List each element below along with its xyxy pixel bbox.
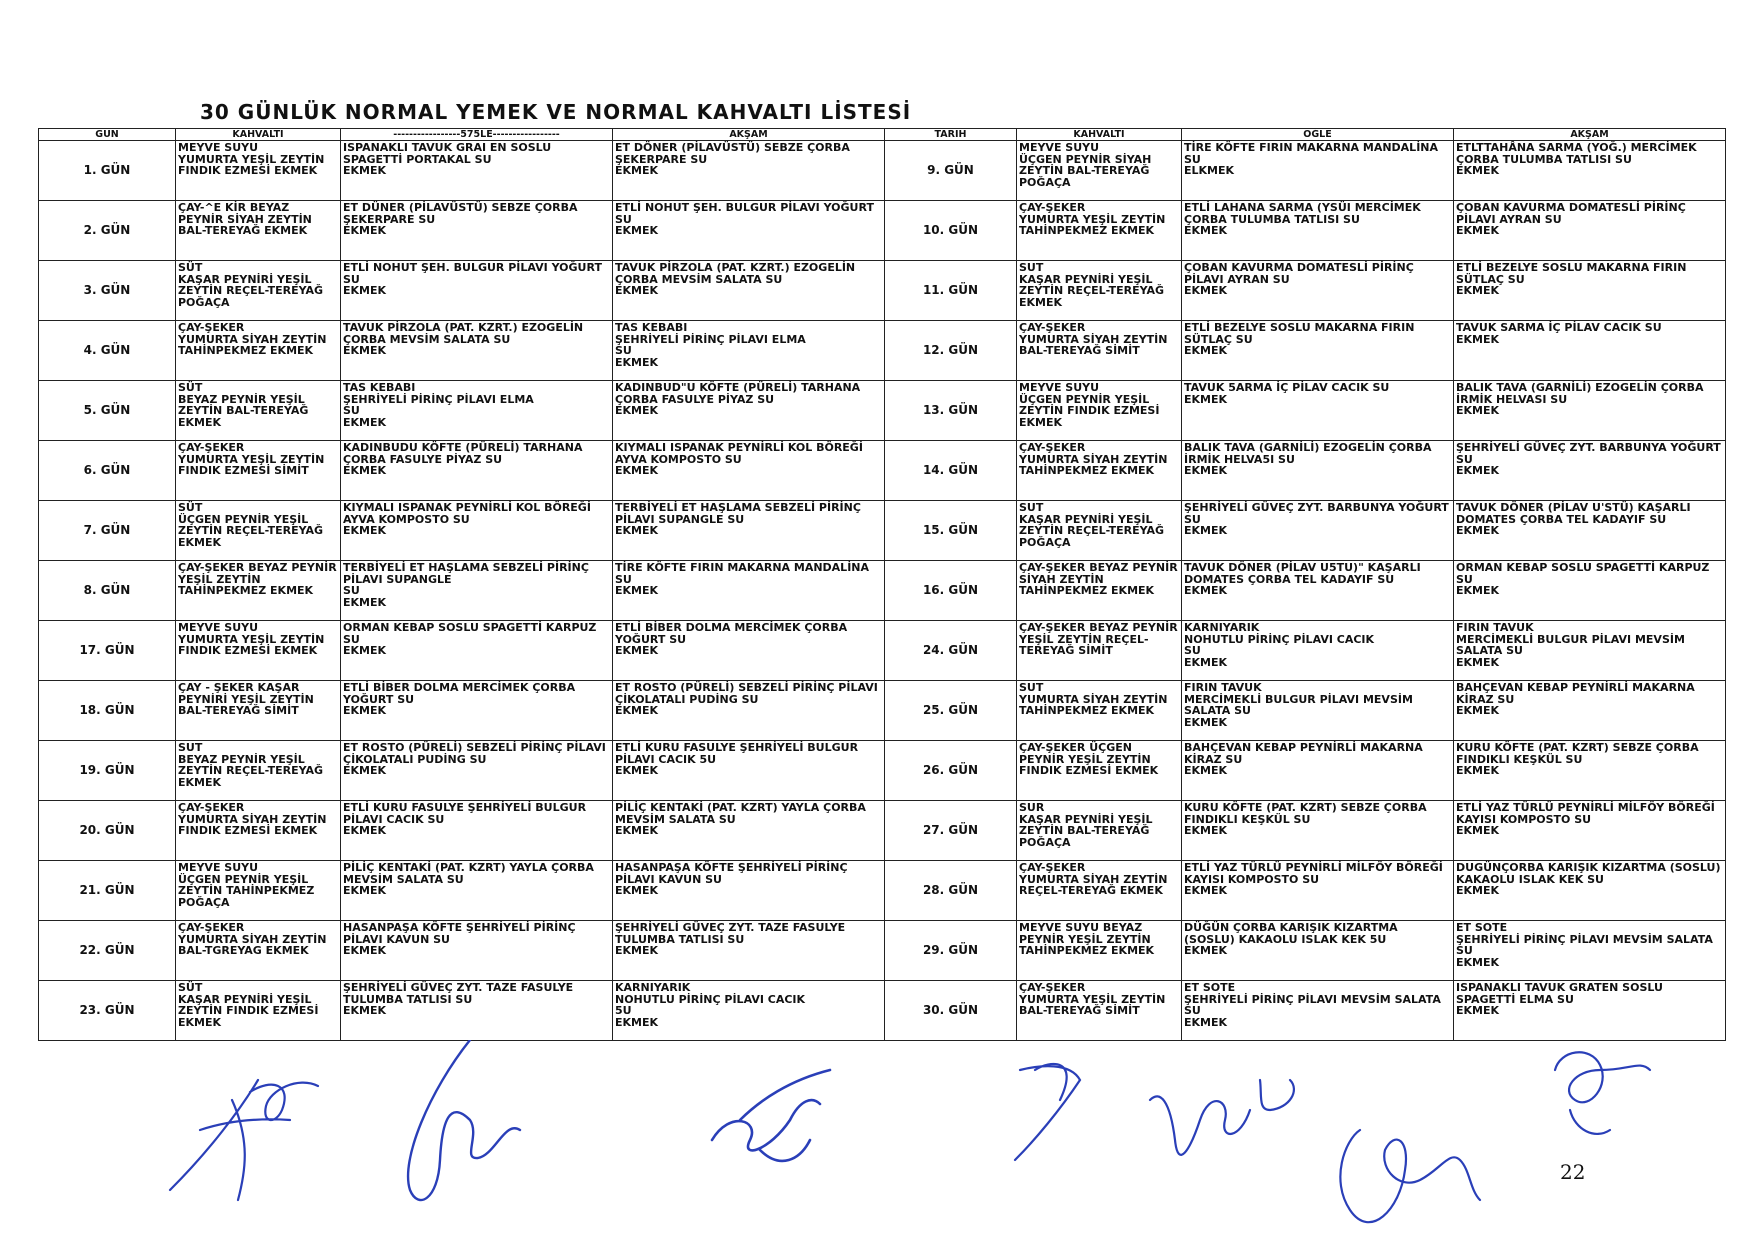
table-row xyxy=(39,381,1726,441)
lunch-cell: HASANPAŞA KÖFTE ŞEHRİYELİ PİRİNÇ PİLAVI KAVUN SU EKMEK xyxy=(341,921,613,981)
header-dinner: AKŞAM xyxy=(613,129,885,141)
breakfast-2-cell: SUR KAŞAR PEYNİRİ YEŞİL ZEYTİN BAL-TEREYAĞ POĞAÇA xyxy=(1017,801,1182,861)
breakfast-cell: MEYVE SUYU ÜÇGEN PEYNİR YEŞİL ZEYTİN TAHİNPEKMEZ POĞAÇA xyxy=(176,861,341,921)
breakfast-2-cell: SUT KAŞAR PEYNİRİ YEŞİL ZEYTİN REÇEL-TEREYAĞ EKMEK xyxy=(1017,261,1182,321)
table-row xyxy=(39,201,1726,261)
lunch-2-cell: BALIK TAVA (GARNİLİ) EZOGELİN ÇORBA İRMİK HELVA5I SU EKMEK xyxy=(1182,441,1454,501)
dinner-2-cell: ÇOBAN KAVURMA DOMATESLİ PİRİNÇ PİLAVI AYRAN SU EKMEK xyxy=(1454,201,1726,261)
table-row xyxy=(39,921,1726,981)
breakfast-cell: ÇAY-ŞEKER YUMURTA YEŞİL ZEYTİN FINDIK EZMESİ SİMİT xyxy=(176,441,341,501)
lunch-2-cell: ŞEHRİYELİ GÜVEÇ ZYT. BARBUNYA YOĞURT SU EKMEK xyxy=(1182,501,1454,561)
date-cell: 10. GÜN xyxy=(885,201,1017,261)
day-cell: 6. GÜN xyxy=(39,441,176,501)
table-row xyxy=(39,501,1726,561)
dinner-cell: TAS KEBABI ŞEHRİYELİ PİRİNÇ PİLAVI ELMA SU EKMEK xyxy=(613,321,885,381)
signature-2-icon xyxy=(408,1040,520,1200)
table-row xyxy=(39,561,1726,621)
lunch-2-cell: KURU KÖFTE (PAT. KZRT) SEBZE ÇORBA FINDIKLI KEŞKÜL SU EKMEK xyxy=(1182,801,1454,861)
breakfast-cell: ÇAY-^E KİR BEYAZ PEYNİR SİYAH ZEYTİN BAL-TEREYAĞ EKMEK xyxy=(176,201,341,261)
header-day: GÜN xyxy=(39,129,176,141)
dinner-cell: KARNIYARIK NOHUTLU PİRİNÇ PİLAVI CACIK 5U EKMEK xyxy=(613,981,885,1041)
lunch-cell: ETLİ NOHUT ŞEH. BULGUR PİLAVI YOĞURT SU EKMEK xyxy=(341,261,613,321)
breakfast-2-cell: MEYVE SUYU BEYAZ PEYNİR YEŞİL ZEYTİN TAHİNPEKMEZ EKMEK xyxy=(1017,921,1182,981)
table-row xyxy=(39,681,1726,741)
day-cell: 5. GÜN xyxy=(39,381,176,441)
day-cell: 17. GÜN xyxy=(39,621,176,681)
breakfast-cell: ÇAY-ŞEKER YUMURTA SİYAH ZEYTİN TAHİNPEKMEZ EKMEK xyxy=(176,321,341,381)
breakfast-2-cell: MEYVE SUYU ÜÇGEN PEYNİR YEŞİL ZEYTİN FINDIK EZMESİ EKMEK xyxy=(1017,381,1182,441)
dinner-cell: TİRE KÖFTE FIRIN MAKARNA MANDALİNA SU EKMEK xyxy=(613,561,885,621)
signature-1-icon xyxy=(170,1080,318,1200)
breakfast-2-cell: ÇAY-ŞEKER BEYAZ PEYNİR YEŞİL ZEYTİN REÇEL-TEREYAĞ SİMİT xyxy=(1017,621,1182,681)
lunch-2-cell: BAHÇEVAN KEBAP PEYNİRLİ MAKARNA KİRAZ SU EKMEK xyxy=(1182,741,1454,801)
dinner-2-cell: BAHÇEVAN KEBAP PEYNİRLİ MAKARNA KİRAZ SU EKMEK xyxy=(1454,681,1726,741)
breakfast-cell: MEYVE SUYU YUMURTA YEŞİL ZEYTİN FINDIK EZMESİ EKMEK xyxy=(176,621,341,681)
day-cell: 8. GÜN xyxy=(39,561,176,621)
date-cell: 12. GÜN xyxy=(885,321,1017,381)
lunch-cell: ET DÜNER (PİLAVÜSTÜ) SEBZE ÇORBA ŞEKERPARE SU EKMEK xyxy=(341,201,613,261)
day-cell: 18. GÜN xyxy=(39,681,176,741)
day-cell: 20. GÜN xyxy=(39,801,176,861)
lunch-2-cell: ET SOTE ŞEHRİYELİ PİRİNÇ PİLAVI MEVSİM SALATA SU EKMEK xyxy=(1182,981,1454,1041)
lunch-2-cell: ETLİ LAHANA SARMA (YSÜI MERCİMEK ÇORBA TULUMBA TATLISI SU EKMEK xyxy=(1182,201,1454,261)
lunch-2-cell: ETLİ BEZELYE SOSLU MAKARNA FIRIN SÜTLAÇ SU EKMEK xyxy=(1182,321,1454,381)
breakfast-2-cell: ÇAY-ŞEKER YUMURTA SİYAH ZEYTİN REÇEL-TEREYAĞ EKMEK xyxy=(1017,861,1182,921)
dinner-2-cell: ISPANAKLI TAVUK GRATEN SOSLU SPAGETTİ ELMA SU EKMEK xyxy=(1454,981,1726,1041)
date-cell: 30. GÜN xyxy=(885,981,1017,1041)
lunch-2-cell: ETLİ YAZ TÜRLÜ PEYNİRLİ MİLFÖY BÖREĞİ KAYISI KOMPOSTO SU EKMEK xyxy=(1182,861,1454,921)
breakfast-cell: SÜT KAŞAR PEYNİRİ YEŞİL ZEYTİN FINDIK EZMESİ EKMEK xyxy=(176,981,341,1041)
table-row xyxy=(39,321,1726,381)
breakfast-cell: SUT BEYAZ PEYNİR YEŞİL ZEYTİN REÇEL-TEREYAĞ EKMEK xyxy=(176,741,341,801)
lunch-2-cell: FIRIN TAVUK MERCİMEKLİ BULGUR PİLAVI MEVSİM SALATA SU EKMEK xyxy=(1182,681,1454,741)
dinner-2-cell: ORMAN KEBAP SOSLU SPAGETTİ KARPUZ SU EKMEK xyxy=(1454,561,1726,621)
dinner-cell: ET DÖNER (PİLAVÜSTÜ) SEBZE ÇORBA ŞEKERPARE SU EKMEK xyxy=(613,141,885,201)
dinner-2-cell: ETLİ BEZELYE SOSLU MAKARNA FIRIN SÜTLAÇ SU EKMEK xyxy=(1454,261,1726,321)
signature-3-icon xyxy=(712,1070,830,1161)
dinner-2-cell: DUGÜNÇORBA KARIŞIK KIZARTMA (SOSLU) KAKAOLU ISLAK KEK SU EKMEK xyxy=(1454,861,1726,921)
dinner-cell: HASANPAŞA KÖFTE ŞEHRİYELİ PİRİNÇ PİLAVI KAVUN SU EKMEK xyxy=(613,861,885,921)
dinner-2-cell: ET SOTE ŞEHRİYELİ PİRİNÇ PİLAVI MEVSİM SALATA SU EKMEK xyxy=(1454,921,1726,981)
breakfast-2-cell: ÇAY-ŞEKER YUMURTA YEŞİL ZEYTİN BAL-TEREYAĞ SİMİT xyxy=(1017,981,1182,1041)
lunch-cell: ŞEHRİYELİ GÜVEÇ ZYT. TAZE FASULYE TULUMBA TATLISI SU EKMEK xyxy=(341,981,613,1041)
dinner-2-cell: TAVUK DÖNER (PİLAV U'STÜ) KAŞARLI DOMATES ÇORBA TEL KADAYIF SU EKMEK xyxy=(1454,501,1726,561)
header-lunch-2: ÖĞLE xyxy=(1182,129,1454,141)
table-header-row xyxy=(39,129,1726,141)
dinner-2-cell: KURU KÖFTE (PAT. KZRT) SEBZE ÇORBA FINDIKLI KEŞKÜL SU EKMEK xyxy=(1454,741,1726,801)
breakfast-2-cell: SUT YUMURTA SİYAH ZEYTİN TAHİNPEKMEZ EKMEK xyxy=(1017,681,1182,741)
day-cell: 22. GÜN xyxy=(39,921,176,981)
table-row xyxy=(39,741,1726,801)
date-cell: 27. GÜN xyxy=(885,801,1017,861)
breakfast-cell: SÜT ÜÇGEN PEYNİR YEŞİL ZEYTİN REÇEL-TEREYAĞ EKMEK xyxy=(176,501,341,561)
dinner-cell: KADINBUD"U KÖFTE (PÜRELİ) TARHANA ÇORBA FASULYE PİYAZ SU EKMEK xyxy=(613,381,885,441)
table-body xyxy=(39,141,1726,1041)
dinner-cell: ET ROSTO (PÜRELİ) SEBZELİ PİRİNÇ PİLAVI ÇİKOLATALI PUDİNG SU EKMEK xyxy=(613,681,885,741)
breakfast-2-cell: MEYVE SUYU ÜÇGEN PEYNİR SİYAH ZEYTİN BAL-TEREYAĞ POĞAÇA xyxy=(1017,141,1182,201)
day-cell: 23. GÜN xyxy=(39,981,176,1041)
day-cell: 4. GÜN xyxy=(39,321,176,381)
breakfast-cell: ÇAY-ŞEKER YUMURTA SİYAH ZEYTİN FINDIK EZMESİ EKMEK xyxy=(176,801,341,861)
page-title: 30 GÜNLÜK NORMAL YEMEK VE NORMAL KAHVALTI LİSTESİ xyxy=(200,100,912,124)
dinner-cell: ETLİ NOHUT ŞEH. BULGUR PİLAVI YOĞURT SU EKMEK xyxy=(613,201,885,261)
dinner-2-cell: FIRIN TAVUK MERCİMEKLİ BULGUR PİLAVI MEVSİM SALATA SU EKMEK xyxy=(1454,621,1726,681)
day-cell: 19. GÜN xyxy=(39,741,176,801)
table-row xyxy=(39,621,1726,681)
signature-4-icon xyxy=(1015,1064,1080,1160)
lunch-cell: KIYMALI ISPANAK PEYNİRLİ KOL BÖREĞİ AYVA KOMPOSTO SU EKMEK xyxy=(341,501,613,561)
dinner-cell: ETLİ BİBER DOLMA MERCİMEK ÇORBA YOĞURT SU EKMEK xyxy=(613,621,885,681)
day-cell: 2. GÜN xyxy=(39,201,176,261)
day-cell: 7. GÜN xyxy=(39,501,176,561)
header-breakfast-2: KAHVALTI xyxy=(1017,129,1182,141)
table-row xyxy=(39,801,1726,861)
dinner-cell: ETLİ KURU FASULYE ŞEHRİYELİ BULGUR PİLAVI CACIK 5U EKMEK xyxy=(613,741,885,801)
date-cell: 24. GÜN xyxy=(885,621,1017,681)
lunch-2-cell: KARNIYARIK NOHUTLU PİRİNÇ PİLAVI CACIK SU EKMEK xyxy=(1182,621,1454,681)
lunch-cell: TAS KEBABI ŞEHRİYELİ PİRİNÇ PİLAVI ELMA SU EKMEK xyxy=(341,381,613,441)
date-cell: 13. GÜN xyxy=(885,381,1017,441)
header-date: TARİH xyxy=(885,129,1017,141)
breakfast-2-cell: SUT KAŞAR PEYNİRİ YEŞİL ZEYTİN REÇEL-TEREYAĞ POĞAÇA xyxy=(1017,501,1182,561)
breakfast-cell: SÜT KAŞAR PEYNİRİ YEŞİL ZEYTİN REÇEL-TEREYAĞ POĞAÇA xyxy=(176,261,341,321)
dinner-cell: KIYMALI ISPANAK PEYNİRLİ KOL BÖREĞİ AYVA KOMPOSTO SU EKMEK xyxy=(613,441,885,501)
date-cell: 25. GÜN xyxy=(885,681,1017,741)
breakfast-2-cell: ÇAY-ŞEKER YUMURTA SİYAH ZEYTİN BAL-TEREYAĞ SİMİT xyxy=(1017,321,1182,381)
breakfast-cell: ÇAY-ŞEKER BEYAZ PEYNİR YEŞİL ZEYTİN TAHİNPEKMEZ EKMEK xyxy=(176,561,341,621)
date-cell: 9. GÜN xyxy=(885,141,1017,201)
breakfast-2-cell: ÇAY-ŞEKER ÜÇGEN PEYNİR YEŞİL ZEYTİN FINDIK EZMESİ EKMEK xyxy=(1017,741,1182,801)
breakfast-cell: ÇAY - ŞEKER KAŞAR PEYNİRİ YEŞİL ZEYTİN BAL-TEREYAĞ SİMİT xyxy=(176,681,341,741)
header-lunch: -----------------575LE----------------- xyxy=(341,129,613,141)
breakfast-cell: MEYVE SUYU YUMURTA YEŞİL ZEYTİN FINDIK EZMESİ EKMEK xyxy=(176,141,341,201)
lunch-2-cell: ÇOBAN KAVURMA DOMATESLİ PİRİNÇ PİLAVI AYRAN SU EKMEK xyxy=(1182,261,1454,321)
signature-6-icon xyxy=(1340,1052,1650,1222)
dinner-2-cell: ETLİ YAZ TÜRLÜ PEYNİRLİ MİLFÖY BÖREĞİ KAYISI KOMPOSTO SU EKMEK xyxy=(1454,801,1726,861)
lunch-cell: ET ROSTO (PÜRELİ) SEBZELİ PİRİNÇ PİLAVI ÇİKOLATALI PUDİNG SU EKMEK xyxy=(341,741,613,801)
table-row xyxy=(39,141,1726,201)
dinner-2-cell: ETLTTAHÂNA SARMA (YOĞ.) MERCİMEK ÇORBA TULUMBA TATLISI SU EKMEK xyxy=(1454,141,1726,201)
table-row xyxy=(39,261,1726,321)
dinner-cell: PİLİÇ KENTAKİ (PAT. KZRT) YAYLA ÇORBA MEVSİM SALATA SU EKMEK xyxy=(613,801,885,861)
table-row xyxy=(39,441,1726,501)
breakfast-2-cell: ÇAY-ŞEKER YUMURTA YEŞİL ZEYTİN TAHİNPEKMEZ EKMEK xyxy=(1017,201,1182,261)
lunch-2-cell: DÜĞÜN ÇORBA KARIŞIK KIZARTMA (SOSLU) KAKAOLU ISLAK KEK 5U EKMEK xyxy=(1182,921,1454,981)
date-cell: 14. GÜN xyxy=(885,441,1017,501)
lunch-cell: PİLİÇ KENTAKİ (PAT. KZRT) YAYLA ÇORBA MEVSİM SALATA SU EKMEK xyxy=(341,861,613,921)
lunch-cell: ISPANAKLI TAVUK GRAI EN SOSLU SPAGETTİ PORTAKAL SU EKMEK xyxy=(341,141,613,201)
date-cell: 16. GÜN xyxy=(885,561,1017,621)
lunch-cell: TERBİYELİ ET HAŞLAMA SEBZELİ PİRİNÇ PİLAVI SUPANGLE SU EKMEK xyxy=(341,561,613,621)
date-cell: 29. GÜN xyxy=(885,921,1017,981)
lunch-cell: ETLİ KURU FASULYE ŞEHRİYELİ BULGUR PİLAVI CACIK SU EKMEK xyxy=(341,801,613,861)
lunch-2-cell: TAVUK DÖNER (PİLAV U5TU)" KAŞARLI DOMATES ÇORBA TEL KADAYIF SU EKMEK xyxy=(1182,561,1454,621)
header-dinner-2: AKŞAM xyxy=(1454,129,1726,141)
breakfast-cell: SÜT BEYAZ PEYNİR YEŞİL ZEYTİN BAL-TEREYAĞ EKMEK xyxy=(176,381,341,441)
breakfast-2-cell: ÇAY-ŞEKER BEYAZ PEYNİR SİYAH ZEYTİN TAHİNPEKMEZ EKMEK xyxy=(1017,561,1182,621)
dinner-2-cell: BALIK TAVA (GARNİLİ) EZOGELİN ÇORBA İRMİK HELVASI SU EKMEK xyxy=(1454,381,1726,441)
menu-table xyxy=(38,128,1726,1041)
signatures-area xyxy=(0,1040,1754,1240)
lunch-cell: KADINBUDU KÖFTE (PÜRELİ) TARHANA ÇORBA FASULYE PİYAZ SU EKMEK xyxy=(341,441,613,501)
dinner-cell: ŞEHRİYELİ GÜVEÇ ZYT. TAZE FASULYE TULUMBA TATLISI SU EKMEK xyxy=(613,921,885,981)
dinner-cell: TAVUK PİRZOLA (PAT. KZRT.) EZOGELİN ÇORBA MEVSİM SALATA SU EKMEK xyxy=(613,261,885,321)
day-cell: 21. GÜN xyxy=(39,861,176,921)
dinner-cell: TERBİYELİ ET HAŞLAMA SEBZELİ PİRİNÇ PİLAVI SUPANGLE SU EKMEK xyxy=(613,501,885,561)
header-breakfast: KAHVALTI xyxy=(176,129,341,141)
breakfast-cell: ÇAY-ŞEKER YUMURTA SİYAH ZEYTİN BAL-TGREYAG EKMEK xyxy=(176,921,341,981)
lunch-2-cell: TAVUK 5ARMA İÇ PİLAV CACIK SU EKMEK xyxy=(1182,381,1454,441)
lunch-cell: ETLİ BİBER DOLMA MERCİMEK ÇORBA YOĞURT SU EKMEK xyxy=(341,681,613,741)
day-cell: 3. GÜN xyxy=(39,261,176,321)
table-row xyxy=(39,981,1726,1041)
dinner-2-cell: ŞEHRİYELİ GÜVEÇ ZYT. BARBUNYA YOĞURT SU EKMEK xyxy=(1454,441,1726,501)
date-cell: 15. GÜN xyxy=(885,501,1017,561)
lunch-2-cell: TİRE KÖFTE FIRIN MAKARNA MANDALİNA SU ELKMEK xyxy=(1182,141,1454,201)
lunch-cell: TAVUK PİRZOLA (PAT. KZRT.) EZOGELİN ÇORBA MEVSİM SALATA SU EKMEK xyxy=(341,321,613,381)
table-row xyxy=(39,861,1726,921)
lunch-cell: ORMAN KEBAP SOSLU SPAGETTİ KARPUZ SU EKMEK xyxy=(341,621,613,681)
date-cell: 11. GÜN xyxy=(885,261,1017,321)
breakfast-2-cell: ÇAY-ŞEKER YUMURTA SİYAH ZEYTİN TAHİNPEKMEZ EKMEK xyxy=(1017,441,1182,501)
dinner-2-cell: TAVUK SARMA İÇ PİLAV CACIK SU EKMEK xyxy=(1454,321,1726,381)
page-number: 22 xyxy=(1560,1160,1586,1184)
signature-5-icon xyxy=(1150,1080,1294,1155)
day-cell: 1. GÜN xyxy=(39,141,176,201)
date-cell: 28. GÜN xyxy=(885,861,1017,921)
date-cell: 26. GÜN xyxy=(885,741,1017,801)
